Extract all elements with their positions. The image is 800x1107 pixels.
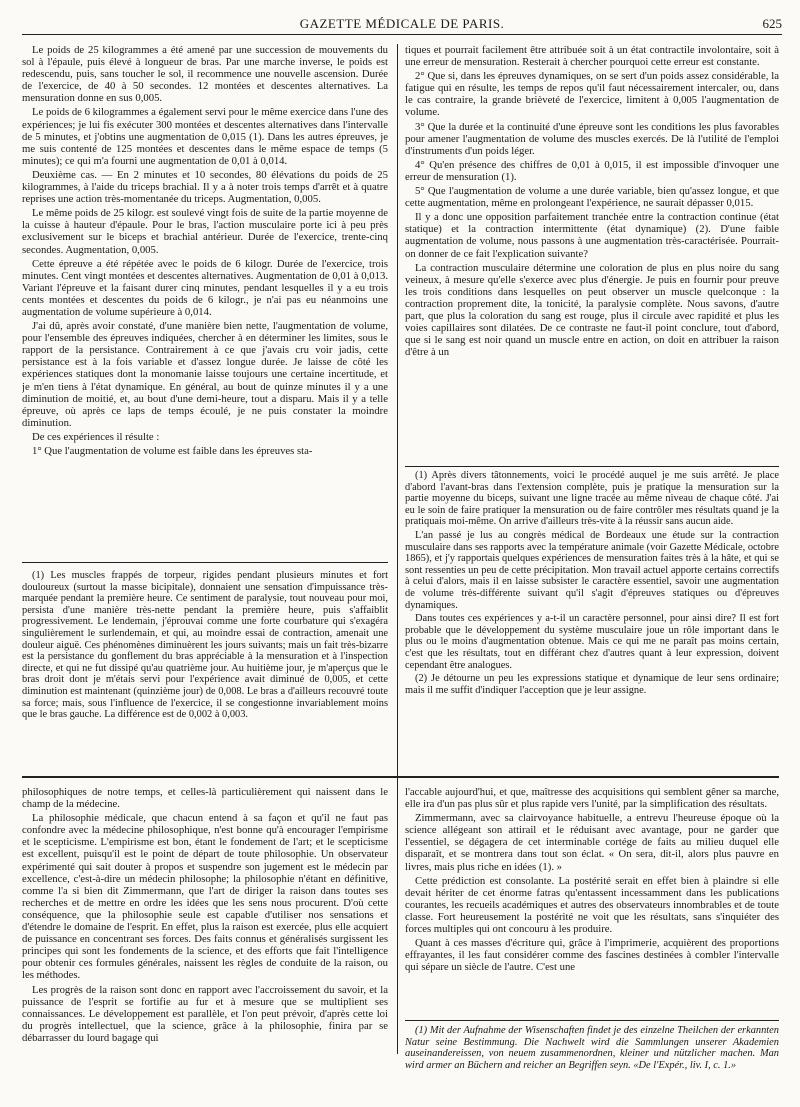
paragraph: Le poids de 6 kilogrammes a également servi pour le même exercice dans l'une des expériences; je lui fis exécuter 300 montées et descentes alternatives dans l'intervalle de 5 minutes, et j'obtins une augmentation de 0,015 (1). Dans les autres épreuves, je me suis contenté de 125 montées et descentes dans le même espace de temps (5 minutes); ce qui m'a fourni une augmentation de 0,01 à 0,014. — [22, 106, 388, 167]
footnote-paragraph: (1) Les muscles frappés de torpeur, rigides pendant plusieurs minutes et fort douloureux (surtout la masse bicipitale), donnaient une sensation d'impuissance très-marquée pendant la première heure. Ce sentiment de paralysie, tout nouveau pour moi, persista d'une manière très-nette pendant la première heure, puis s'affaiblit progressivement. Le lendemain, j'éprouvai comme une forte courbature qui s'exagéra singulièrement le surlendemain, et qui, au moindre essai de contraction, amenait une douleur aiguë. Ces phénomènes diminuèrent les jours suivants; mais un fait très-bizarre est la persistance du gonflement du bras appréciable à la mensuration et à l'inspection directe, et qui ne fut dissipé qu'au quatrième jour. Au huitième jour, je m'aperçus que le bras droit dont je m'étais servi pour l'expérience avait diminué de 0,005, et cette diminution est maintenant (quinzième jour) de 0,008. Le bras a d'ailleurs recouvré toute sa force; mais, sous l'influence de l'exercice, il se congestionne invariablement moins que le bras gauche. La différence est de 0,002 à 0,003. — [22, 570, 388, 721]
footnote-paragraph: (1) Mit der Aufnahme der Wisenschaften findet je des einzelne Theilchen der erkannten Natur seine Bestimmung. Die Nachwelt wird die Sammlungen unserer Akademien auseinandereissen, von neuem zusammenordnen, kleiner und nützlicher machen. Man wird armer an Büchern and reicher an Begriffen seyn. «De l'Expér., liv. I, c. 1.» — [405, 1025, 779, 1071]
paragraph: Cette épreuve a été répétée avec le poids de 6 kilogr. Durée de l'exercice, trois minutes. Cent vingt montées et descentes alternatives. Augmentation de 0,01 à 0,013. Variant l'épreuve et la faisant durer cinq minutes, pendant lesquelles il y a eu trois cents montées et descentes du poids de 6 kilogr., je n'ai pas eu néanmoins une augmentation de volume supérieure à 0,014. — [22, 257, 388, 318]
page-header — [22, 14, 782, 35]
paragraph: Deuxième cas. — En 2 minutes et 10 secondes, 80 élévations du poids de 25 kilogrammes, à l'aide du triceps brachial. Il y a à noter trois temps d'arrêt et à quatre reprises une action très-momentanée du triceps. Augmentation, 0,005. — [22, 168, 388, 206]
paragraph: Il y a donc une opposition parfaitement tranchée entre la contraction continue (état statique) et la contraction intermittente (état dynamique) (2). D'une faible augmentation de volume, nous passons à une augmentation très-caractérisée. Pourrait-on donner de ce fait l'explication suivante? — [405, 211, 779, 260]
footnote-paragraph: (1) Après divers tâtonnements, voici le procédé auquel je me suis arrêté. Je place d'abord l'avant-bras dans l'extension complète, puis je pratique la mensuration sur la partie moyenne du biceps, suivant une ligne tracée au même niveau de chaque côté. J'ai eu le soin de faire pratiquer la mensuration ou de faire contrôler mes résultats quand je la pratiquais moi-même. On arrive d'ailleurs très-vite à la réussir sans aucun aide. — [405, 470, 779, 528]
paragraph: 4° Qu'en présence des chiffres de 0,01 à 0,015, il est impossible d'invoquer une erreur de mensuration (1). — [405, 158, 779, 183]
footnote-paragraph: L'an passé je lus au congrès médical de Bordeaux une étude sur la contraction musculaire dans ses rapports avec la température animale (voir Gazette Médicale, octobre 1865), et j'y rapportais quelques expériences de mensuration faites très à la hâte, et qui se sont ressenties un peu de cette précipitation. Mon travail actuel apporte certains correctifs à celui d'alors, mais il en laisse subsister le caractère essentiel, savoir une augmentation de volume très-différente suivant qu'il s'agit d'épreuves statiques ou d'épreuves dynamiques. — [405, 529, 779, 611]
paragraph: Quant à ces masses d'écriture qui, grâce à l'imprimerie, acquièrent des proportions effrayantes, il les faut considérer comme des fascines destinées à combler l'intervalle qui sépare un siècle de l'autre. C'est une — [405, 937, 779, 974]
paragraph: Le poids de 25 kilogrammes a été amené par une succession de mouvements du sol à l'épaule, puis élevé à longueur de bras. Par une marche inverse, le poids est redescendu, puis, sans toucher le sol, il recommence une nouvelle ascension. Durée de l'exercice, de 40 à 50 secondes. 12 montées et descentes alternatives. La mensuration donne en sus 0,005. — [22, 44, 388, 105]
page-number: 625 — [762, 16, 782, 31]
paragraph: 3° Que la durée et la continuité d'une épreuve sont les conditions les plus favorables pour amener l'augmentation de volume des muscles exercés. De là l'utilité de l'emploi d'instruments d'un poids léger. — [405, 120, 779, 157]
footnote-bottom-right — [405, 1025, 779, 1095]
paragraph: La contraction musculaire détermine une coloration de plus en plus noire du sang veineux, à mesure qu'elle s'exerce avec plus d'énergie. Je puis en fournir pour preuve les trois conditions dans lesquelles on peut observer un muscle quelconque : la contraction proprement dite, la tonicité, la paralysie complète. Nous savons, d'autre part, que plus la coloration du sang est rouge, plus il circule avec rapidité et plus les voies capillaires sont dilatées. De ce contraste ne faut-il point conclure, tout d'abord, que si le sang est noir quand un muscle entre en action, on doit en attribuer la raison d'être à un — [405, 261, 779, 359]
top-right-column — [405, 44, 779, 462]
paragraph: Le même poids de 25 kilogr. est soulevé vingt fois de suite de la partie moyenne de la cuisse à hauteur d'épaule. Pour le bras, l'action musculaire porte ici à peu près exclusivement sur le biceps et brachial antérieur. Durée de l'exercice, trente-cinq secondes. Augmentation, 0,005. — [22, 207, 388, 256]
paragraph: Cette prédiction est consolante. La postérité serait en effet bien à plaindre si elle devait hériter de cet énorme fatras qu'entassent incessamment dans les publications courantes, les recueils académiques et autres des observateurs innombrables et de toute classe. Fort heureusement la postérité ne voit que les résultats, sans s'inquiéter des forces multiples qui ont concouru à les produire. — [405, 874, 779, 936]
paragraph: 1° Que l'augmentation de volume est faible dans les épreuves sta- — [32, 445, 313, 457]
paragraph: 5° Que l'augmentation de volume a une durée variable, bien qu'assez longue, et que cette augmentation, même en prolongeant l'expérience, ne saurait dépasser 0,015. — [405, 185, 779, 210]
paragraph: La philosophie médicale, que chacun entend à sa façon et qu'il ne faut pas confondre avec la médecine philosophique, n'est bonne qu'à encourager l'empirisme et le scepticisme. L'empirisme est bon, étant le fondement de l'art; et le scepticisme est excellent, puisqu'il est le point de départ de toute philosophie. Un observateur expérimenté qui sait douter à propos et suspendre son jugement est le médecin par excellence, c'est-à-dire un médecin philosophe; la philosophie n'étant en définitive, comme l'a si bien dit Zimmermann, que l'art de diriger la raison dans toutes ses recherches et de mettre en ordre les idées que les sens nous procurent. D'où cette conséquence, que la philosophie seule est capable d'utiliser nos sensations et d'étendre le domaine de l'esprit. En effet, plus la raison est exercée, plus elle acquiert de puissance en concentrant ses forces. Des faits connus et généralisés surgissent les principes qui sont les fondements de la science, et des efforts que fait l'intelligence pour obtenir ces formules générales, naissent les règles de conduite de la raison, ou les méthodes. — [22, 812, 388, 982]
paragraph: philosophiques de notre temps, et celles-là particulièrement qui naissent dans le champ de la médecine. — [22, 786, 388, 811]
paragraph: tiques et pourrait facilement être attribuée soit à un état contractile involontaire, soit à une erreur de mensuration. Resterait à chercher pourquoi cette erreur est constante. — [405, 44, 779, 69]
paragraph: J'ai dû, après avoir constaté, d'une manière bien nette, l'augmentation de volume, pour l'ensemble des épreuves indiquées, chercher à en déterminer les limites, sous le rapport de la persistance. Contrairement à ce que j'avais cru voir jadis, cette persistance est à la fois variable et d'assez longue durée. Je laisse de côté les expériences statiques dont la monomanie laisse toujours une certaine incertitude, et je m'en tiens à l'état dynamique. En général, au bout de quinze minutes il y a une diminution de moitié, et, au bout d'une demi-heure, tout a disparu. Mais il y a telle épreuve, où après ce laps de temps écoulé, je ne puis constater la moindre diminution. — [22, 320, 388, 429]
footnote-paragraph: Dans toutes ces expériences y a-t-il un caractère personnel, pour ainsi dire? Il est fort probable que le développement du système musculaire joue un rôle important dans le plus ou le moins d'augmentation obtenue. Mais ce qui me ne paraît pas moins certain, c'est que les résultats, tout en différant chez d'autres quant à leur expression, doivent cependant être analogues. — [405, 613, 779, 671]
section-separator — [22, 776, 779, 778]
footnote-paragraph: (2) Je détourne un peu les expressions statique et dynamique de leur sens ordinaire; mais il me suffit d'indiquer l'acception que je leur assigne. — [405, 673, 779, 696]
paragraph: Les progrès de la raison sont donc en rapport avec l'accroissement du savoir, et la puissance de l'esprit se fortifie au fur et à mesure que se multiplient ses connaissances. Le développement est parallèle, et l'on peut prévoir, d'après cette loi du progrès intellectuel, que la science, grâce à la philosophie, finira par se débarrasser du lourd bagage qui — [22, 983, 388, 1044]
footnote-right — [405, 470, 779, 770]
footnote-rule-left — [22, 562, 388, 563]
journal-title: GAZETTE MÉDICALE DE PARIS. — [299, 16, 505, 31]
bottom-right-column — [405, 786, 779, 1016]
paragraph: 2° Que si, dans les épreuves dynamiques, on se sert d'un poids assez considérable, la fatigue qui en résulte, les temps de repos qu'il faut nécessairement intercaler, ou, dans le cas contraire, la grande brièveté de l'exercice, limitent à 0,005 l'augmentation de volume. — [405, 70, 779, 119]
paragraph: De ces expériences il résulte : — [32, 430, 160, 443]
footnote-rule-right — [405, 466, 779, 467]
top-left-column — [22, 44, 388, 554]
column-divider — [397, 44, 398, 1054]
footnote-rule-bottom — [405, 1020, 779, 1021]
paragraph: Zimmermann, avec sa clairvoyance habituelle, a entrevu l'heureuse époque où la science allégeant son attirail et le réduisant avec avantage, pour ne garder que l'essentiel, se dégagera de cet interminable cortége de faits au milieu duquel elle disparaît, et se montrera dans tout son éclat. « On sera, dit-il, alors plus pauvre en livres, mais plus riche en idées (1). » — [405, 812, 779, 873]
footnote-left — [22, 570, 388, 770]
bottom-left-column — [22, 786, 388, 1091]
paragraph: l'accable aujourd'hui, et que, maîtresse des acquisitions qui semblent gêner sa marche, elle ira d'un pas plus sûr et plus rapide vers l'unité, par la simplification des résultats. — [405, 786, 779, 811]
